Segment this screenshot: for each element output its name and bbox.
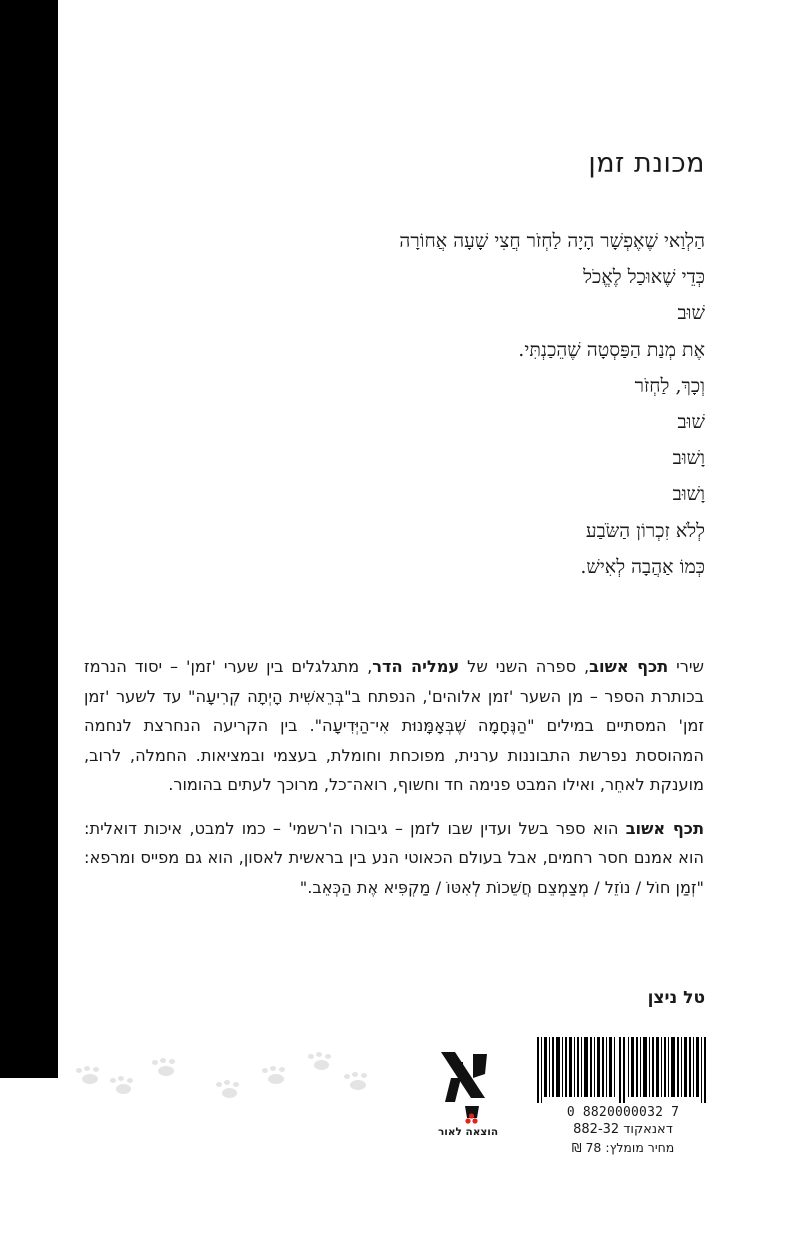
blurb-paragraph-1 xyxy=(84,652,704,800)
book-title-bold: תכף אשוב xyxy=(625,818,704,838)
poem-line: לְלֹא זִכְרוֹן הַשֹּׂבַע xyxy=(585,519,705,542)
publisher-caption: הוצאה לאור xyxy=(437,1126,499,1138)
barcode-number: 0 8820000032 7 xyxy=(566,1105,680,1120)
poem-title: מכונת זמן xyxy=(588,148,705,179)
blurb-paragraph-2 xyxy=(84,814,704,903)
back-cover-blurb xyxy=(84,652,704,916)
book-spine-band xyxy=(0,0,58,1078)
poem-line: שׁוּב xyxy=(677,302,705,325)
poem xyxy=(145,148,705,585)
poem-line: כְּדֵי שֶׁאוּכַל לֶאֱכֹל xyxy=(583,266,705,289)
barcode-icon xyxy=(533,1037,713,1103)
blurb-text: , ספרה השני של xyxy=(459,657,590,676)
poem-line: וְכָךְ, לַחְזֹר xyxy=(634,374,705,397)
recommended-price: מחיר מומלץ: 78 ₪ xyxy=(571,1140,675,1155)
book-title-bold: תכף אשוב xyxy=(589,657,669,676)
blurb-text: , מתגלגלים בין שערי 'זמן' – יסוד הנרמז בכותרת הספר – מן השער 'זמן אלוהים', הנפתח ב"בְּרֵאשִׁית הָיְתָה קְרִיעָה" עד לשער 'זמן זמן' המסתיים במילים "הַנֶּחָמָה שֶׁבְּאָמָּנוּת אִי־הַיְּדִיעָה". בין הקריעה הנחרצת לנחמה המהוססת נפרשת התבוננות ערנית, מפוכחת וחומלת, בעצמי ובמציאות. החמלה, לרוב, מוענקת לאחֵר, ואילו המבט פנימה חד וחשוף, רואה־כל, מרוכך לעתים בהומור. xyxy=(84,657,704,794)
poem-line: כְּמוֹ אַהֲבָה לְאִישׁ. xyxy=(580,555,705,578)
poem-line: שׁוּב xyxy=(677,410,705,433)
blurb-text: שירי xyxy=(668,657,704,676)
publisher-logo xyxy=(418,1048,518,1158)
author-name-bold: עמליה הדר xyxy=(372,657,460,676)
poem-line: וָשׁוּב xyxy=(672,447,705,470)
blurb-text: הוא ספר בשל ועדין שבו לזמן – גיבורו ה'רשמי' – כמו למבט, איכות דואלית: הוא אמנם חסר רחמים, אבל בעולם הכאוטי הנע בין בראשית לאסון, הוא גם מפייס ומרפא: "זְמַן חוֹל / נוֹזֵל / מְצַמְצֵם חֲשֵׁכוֹת לְאִטּוֹ / מַקְפִּיא אֶת הַכְּאֵב." xyxy=(84,818,704,897)
alef-lamed-logo-icon xyxy=(433,1048,503,1124)
poem-line: הַלְוַאי שֶׁאֶפְשָׁר הָיָה לַחְזֹר חֲצִי שָׁעָה אֲחוֹרָה xyxy=(399,230,705,252)
poem-line: אֶת מְנַת הַפַּסְטָה שֶׁהֵכַנְתִּי. xyxy=(518,338,705,361)
blurb-signature: טל ניצן xyxy=(647,988,705,1008)
paw-prints-decoration xyxy=(76,1052,406,1102)
barcode-block xyxy=(533,1037,713,1155)
poem-line: וָשׁוּב xyxy=(672,483,705,506)
catalog-code: דאנאקוד 882-32 xyxy=(573,1122,673,1137)
